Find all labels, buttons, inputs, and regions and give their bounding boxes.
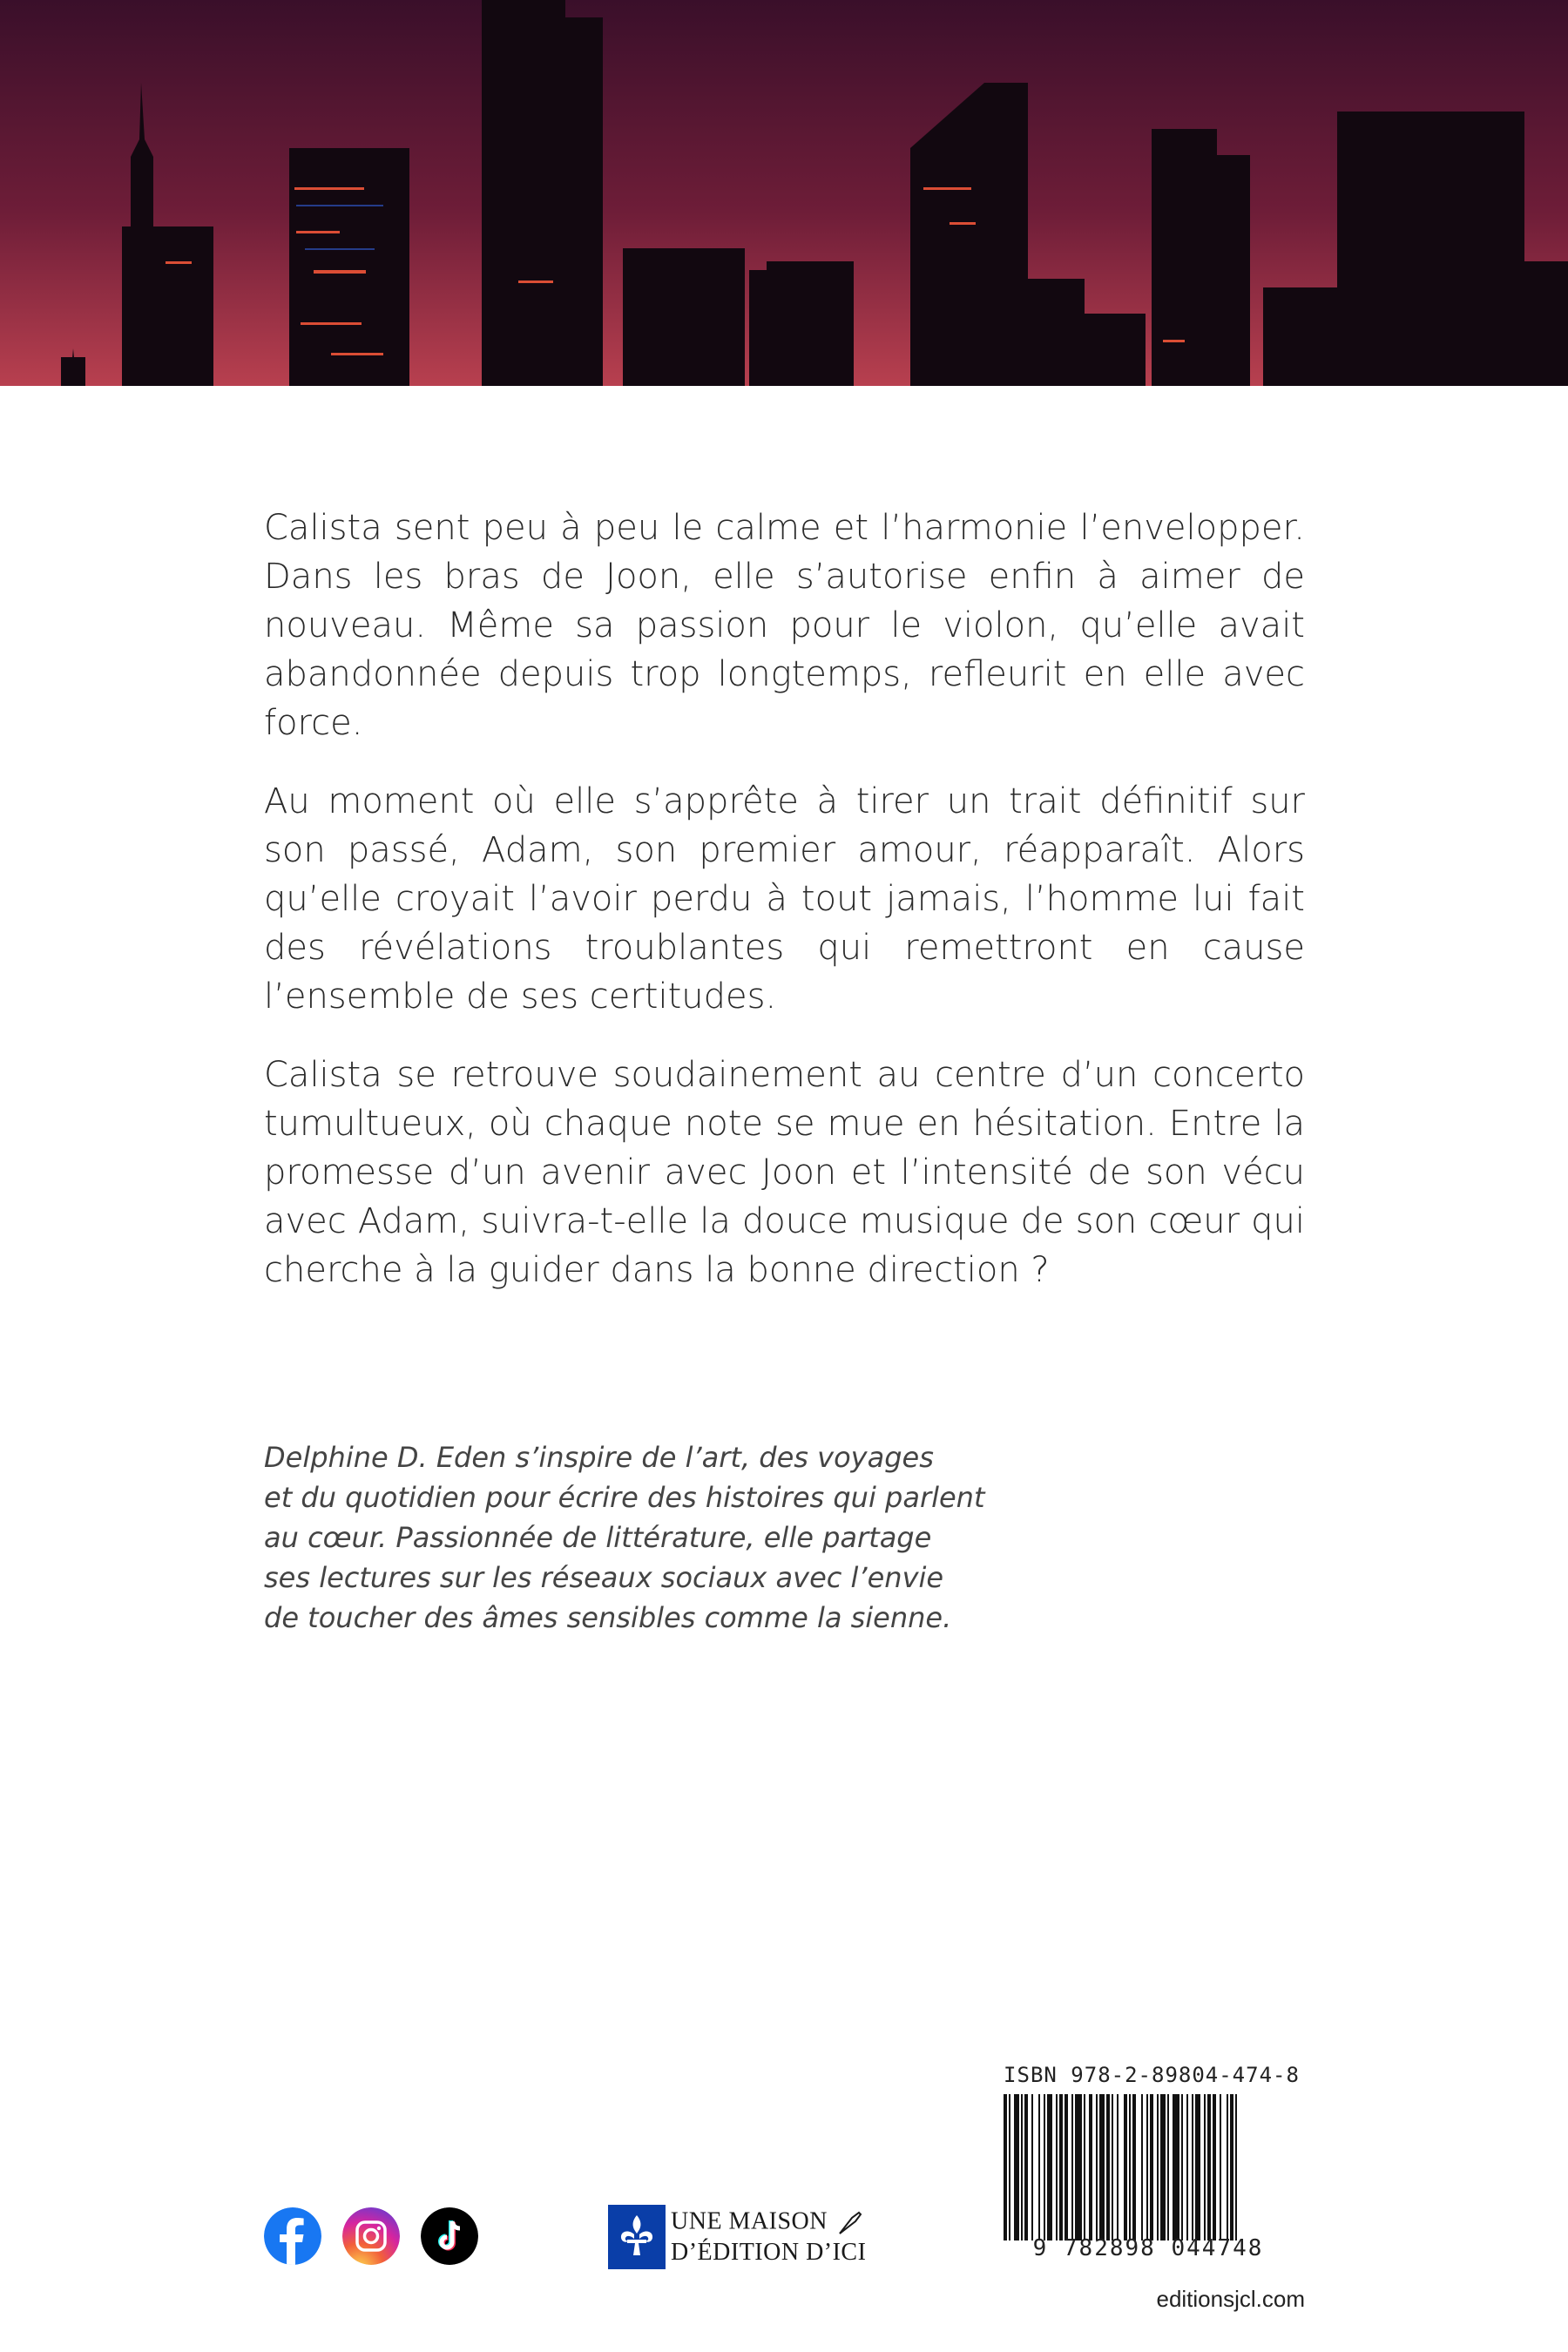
publisher-line-1: UNE MAISON — [671, 2207, 828, 2235]
back-cover-blurb — [264, 504, 1305, 1324]
tiktok-icon[interactable] — [421, 2207, 478, 2265]
author-bio — [264, 1437, 1048, 1638]
author-bio-line: et du quotidien pour écrire des histoires qui parlent — [264, 1481, 985, 1514]
instagram-icon[interactable] — [342, 2207, 400, 2265]
fleur-de-lis-icon — [608, 2205, 666, 2269]
publisher-logo — [608, 2204, 866, 2270]
facebook-icon[interactable] — [264, 2207, 321, 2265]
blurb-paragraph: Calista sent peu à peu le calme et l’harmonie l’envelopper. Dans les bras de Joon, elle s’autorise enfin à aimer de nouveau. Même sa passion pour le violon, qu’elle avait abandonnée depuis trop longtemps, refleurit en elle avec force. — [264, 508, 1305, 743]
author-bio-line: Delphine D. Eden s’inspire de l’art, des voyages — [264, 1441, 934, 1474]
author-bio-line: de toucher des âmes sensibles comme la sienne. — [264, 1601, 952, 1634]
isbn-label: ISBN 978-2-89804-474-8 — [1004, 2063, 1300, 2087]
barcode-digits: 9 782898 044748 — [1032, 2235, 1264, 2261]
publisher-website[interactable]: editionsjcl.com — [1156, 2286, 1305, 2312]
fountain-pen-icon — [835, 2207, 866, 2239]
blurb-paragraph: Calista se retrouve soudainement au centre d’un concerto tumultueux, où chaque note se mue en hésitation. Entre la promesse d’un avenir avec Joon et l’intensité de son vécu avec Adam, suivra-t-elle la douce musique de son cœur qui cherche à la guider dans la bonne direction ? — [264, 1055, 1305, 1290]
skyline-illustration — [0, 0, 1568, 386]
barcode — [1000, 2094, 1300, 2240]
author-bio-line: ses lectures sur les réseaux sociaux avec l’envie — [264, 1561, 944, 1594]
social-icons — [264, 2207, 478, 2265]
author-bio-line: au cœur. Passionnée de littérature, elle partage — [264, 1521, 932, 1554]
publisher-line-2: D’ÉDITION D’ICI — [671, 2239, 867, 2266]
blurb-paragraph: Au moment où elle s’apprête à tirer un trait définitif sur son passé, Adam, son premier amour, réapparaît. Alors qu’elle croyait l’avoir perdu à tout jamais, l’homme lui fait des révélations troublantes qui remettront en cause l’ensemble de ses certitudes. — [264, 781, 1305, 1017]
